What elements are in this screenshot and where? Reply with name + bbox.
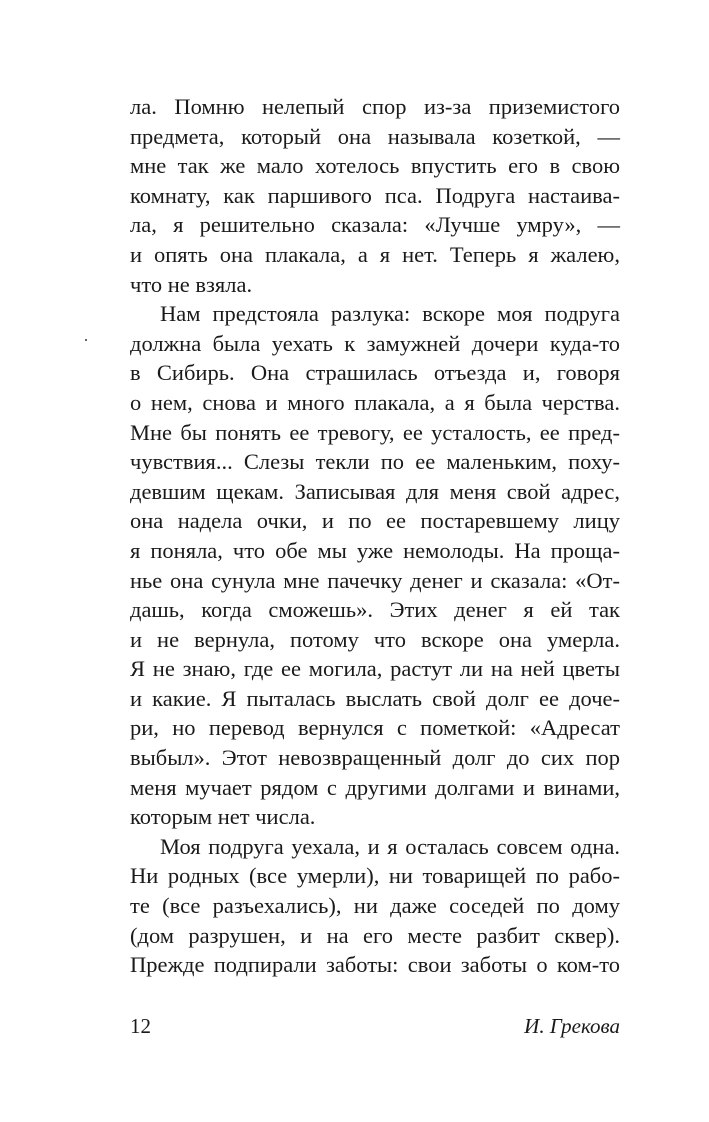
text-line: выбыл». Этот невозвращенный долг до сих пор <box>130 745 620 771</box>
text-line: ла, я решительно сказала: «Лучше умру», — <box>130 212 620 238</box>
text-line: мне так же мало хотелось впустить его в свою <box>130 153 620 179</box>
text-line: (дом разрушен, и на его месте разбит сквер). <box>130 922 620 948</box>
text-line: Ни родных (все умерли), ни товарищей по рабо- <box>130 863 620 889</box>
text-line: и какие. Я пыталась выслать свой долг ее доче- <box>130 685 620 711</box>
margin-dot <box>85 339 87 341</box>
page-number: 12 <box>130 1014 151 1038</box>
running-head-author: И. Грекова <box>524 1014 620 1038</box>
text-line: должна была уехать к замужней дочери куда-то <box>130 330 620 356</box>
text-line: я поняла, что обе мы уже немолоды. На проща- <box>130 537 620 563</box>
text-line: о нем, снова и много плакала, а я была черства. <box>130 389 620 415</box>
paragraph <box>130 832 620 980</box>
text-line: те (все разъехались), ни даже соседей по дому <box>130 893 620 919</box>
text-line: она надела очки, и по ее постаревшему лицу <box>130 508 620 534</box>
text-line: нье она сунула мне пачечку денег и сказала: «От- <box>130 567 620 593</box>
text-line: и опять она плакала, а я нет. Теперь я жалею, <box>130 241 620 267</box>
text-line: ри, но перевод вернулся с пометкой: «Адресат <box>130 715 620 741</box>
text-line: в Сибирь. Она страшилась отъезда и, говоря <box>130 360 620 386</box>
text-line: Моя подруга уехала, и я осталась совсем одна. <box>160 833 620 859</box>
text-line: Я не знаю, где ее могила, растут ли на ней цветы <box>130 656 620 682</box>
text-line: дашь, когда сможешь». Этих денег я ей так <box>130 597 620 623</box>
text-line: Нам предстояла разлука: вскоре моя подруга <box>160 301 620 327</box>
text-line: девшим щекам. Записывая для меня свой адрес, <box>130 478 620 504</box>
text-line: и не вернула, потому что вскоре она умерла. <box>130 626 620 652</box>
text-line: ла. Помню нелепый спор из-за приземистого <box>130 94 620 119</box>
page-body <box>130 92 620 980</box>
text-line: Мне бы понять ее тревогу, ее усталость, ее пред- <box>130 419 620 445</box>
text-line: Прежде подпирали заботы: свои заботы о ком-то <box>130 952 620 978</box>
text-line: предмета, который она называла козеткой, — <box>130 123 620 149</box>
page-footer <box>130 1011 620 1041</box>
text-line: что не взяла. <box>130 271 253 297</box>
paragraph <box>130 299 620 832</box>
text-line: которым нет числа. <box>130 804 316 830</box>
text-line: чувствия... Слезы текли по ее маленьким, поху- <box>130 449 620 475</box>
text-line: комнату, как паршивого пса. Подруга настаива- <box>130 182 620 208</box>
text-line: меня мучает рядом с другими долгами и винами, <box>130 774 620 800</box>
paragraph <box>130 92 620 299</box>
